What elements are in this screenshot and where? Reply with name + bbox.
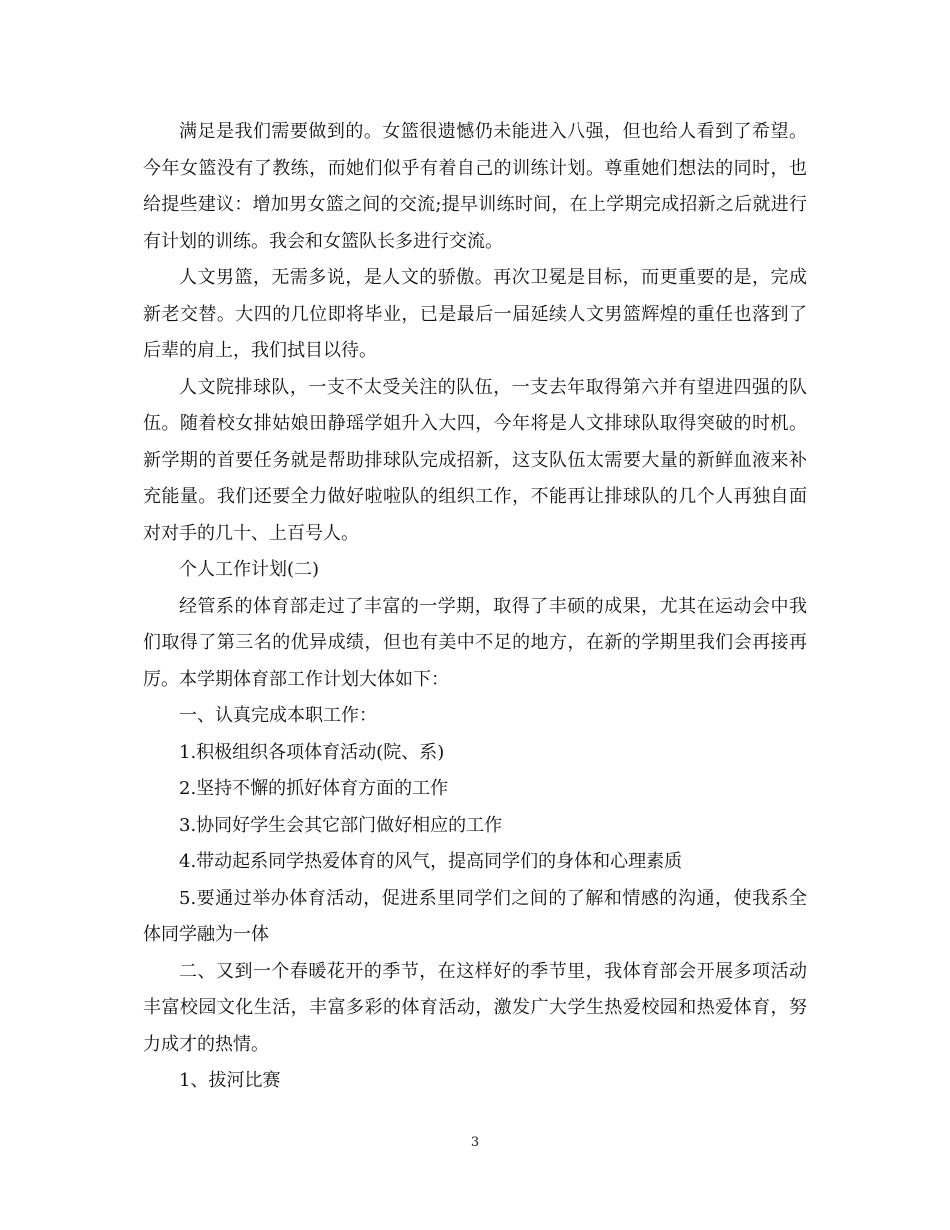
list-item: 1.积极组织各项体育活动(院、系) (179, 741, 445, 763)
paragraph-intro: 经管系的体育部走过了丰富的一学期，取得了丰硕的成果，尤其在运动会中我们取得了第三名的优异成绩，但也有美中不足的地方，在新的学期里我们会再接再厉。本学期体育部工作计划大体如下： (143, 595, 807, 690)
subheading-tug-of-war: 1、拔河比赛 (179, 1070, 281, 1091)
list-item: 5.要通过举办体育活动，促进系里同学们之间的了解和情感的沟通，使我系全体同学融为一体 (143, 887, 807, 945)
list-item: 2.坚持不懈的抓好体育方面的工作 (179, 778, 449, 799)
section-heading-plan-two: 个人工作计划(二) (179, 559, 320, 580)
list-heading-duties: 一、认真完成本职工作： (179, 705, 377, 726)
document-body (143, 114, 807, 1100)
paragraph-mens-basketball: 人文男篮，无需多说，是人文的骄傲。再次卫冕是目标，而更重要的是，完成新老交替。大四的几位即将毕业，已是最后一届延续人文男篮辉煌的重任也落到了后辈的肩上，我们拭目以待。 (143, 267, 807, 361)
paragraph-volleyball: 人文院排球队，一支不太受关注的队伍，一支去年取得第六并有望进四强的队伍。随着校女排姑娘田静瑶学姐升入大四，今年将是人文排球队取得突破的时机。新学期的首要任务就是帮助排球队完成招新，这支队伍太需要大量的新鲜血液来补充能量。我们还要全力做好啦啦队的组织工作，不能再让排球队的几个人再独自面对对手的几十、上百号人。 (143, 376, 807, 544)
list-item: 4.带动起系同学热爱体育的风气，提高同学们的身体和心理素质 (179, 851, 683, 872)
list-item: 3.协同好学生会其它部门做好相应的工作 (179, 814, 503, 836)
paragraph-womens-basketball: 满足是我们需要做到的。女篮很遗憾仍未能进入八强，但也给人看到了希望。今年女篮没有了教练，而她们似乎有着自己的训练计划。尊重她们想法的同时，也给提些建议：增加男女篮之间的交流;提早训练时间，在上学期完成招新之后就进行有计划的训练。我会和女篮队长多进行交流。 (143, 121, 807, 252)
page-number: 3 (470, 1135, 480, 1150)
paragraph-spring-activities: 二、又到一个春暖花开的季节，在这样好的季节里，我体育部会开展多项活动丰富校园文化生活，丰富多彩的体育活动，激发广大学生热爱校园和热爱体育，努力成才的热情。 (143, 960, 807, 1055)
